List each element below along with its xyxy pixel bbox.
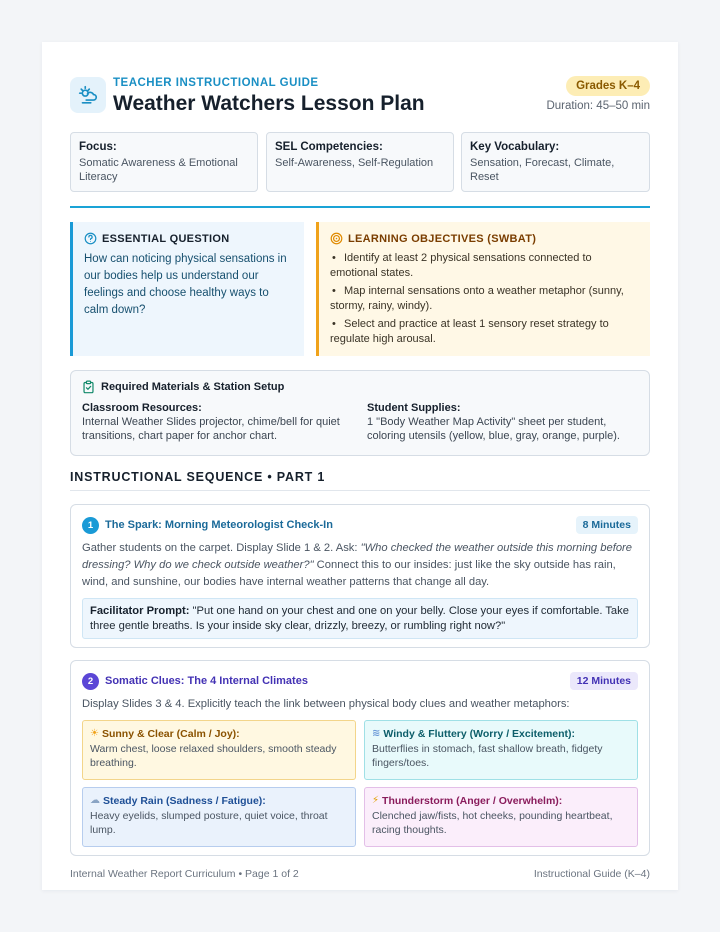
focus-value: Somatic Awareness & Emotional Literacy xyxy=(79,157,238,183)
clue-description: Warm chest, loose relaxed shoulders, smooth steady breathing. xyxy=(90,742,337,769)
materials-heading-text: Required Materials & Station Setup xyxy=(101,381,285,393)
climate-clue-grid xyxy=(82,720,638,848)
objectives-list xyxy=(330,251,638,347)
step-1-quote: "Who checked the weather outside this morning before dressing? Why do we check outside weather?" xyxy=(82,542,632,571)
info-row xyxy=(70,132,650,192)
student-supplies xyxy=(367,401,641,443)
objective-text: Map internal sensations onto a weather metaphor (sunny, stormy, rainy, windy). xyxy=(330,285,624,312)
step-1-header xyxy=(82,515,638,535)
sel-label: SEL Competencies: xyxy=(275,141,383,153)
vocab-card xyxy=(461,132,650,192)
footer-left: Internal Weather Report Curriculum • Page 1 of 2 xyxy=(70,868,299,880)
step-2-minutes-badge: 12 Minutes xyxy=(570,672,638,690)
list-item: • Identify at least 2 physical sensations connected to emotional states. xyxy=(330,252,592,279)
step-1-title: The Spark: Morning Meteorologist Check-In xyxy=(105,519,333,531)
clue-sunny xyxy=(82,720,356,780)
step-1-text-a: Gather students on the carpet. Display Slide 1 & 2. Ask: xyxy=(82,542,361,554)
focus-label: Focus: xyxy=(79,141,117,153)
page-footer xyxy=(70,868,650,880)
materials-heading xyxy=(82,380,638,394)
clue-description: Heavy eyelids, slumped posture, quiet voice, throat lump. xyxy=(90,809,328,836)
focus-card xyxy=(70,132,258,192)
student-value: 1 "Body Weather Map Activity" sheet per student, coloring utensils (yellow, blue, gray, orange, purple). xyxy=(367,416,620,442)
clue-thunderstorm xyxy=(364,787,638,847)
essential-question-box xyxy=(70,222,304,356)
prompt-text: "Put one hand on your chest and one on your belly. Close your eyes if comfortable. Take three gentle breaths. Is your inside sky clear, drizzly, breezy, or rumbling right now?" xyxy=(90,605,629,632)
page-header xyxy=(70,76,650,126)
clipboard-check-icon xyxy=(82,380,95,394)
duration-label: Duration: 45–50 min xyxy=(546,100,650,112)
grade-badge: Grades K–4 xyxy=(566,76,650,96)
clue-heading: Steady Rain (Sadness / Fatigue): xyxy=(103,795,266,807)
list-item: • Select and practice at least 1 sensory reset strategy to regulate high arousal. xyxy=(330,318,609,345)
clue-windy xyxy=(364,720,638,780)
clue-heading: Sunny & Clear (Calm / Joy): xyxy=(101,728,240,740)
divider xyxy=(70,206,650,208)
objective-text: Identify at least 2 physical sensations connected to emotional states. xyxy=(330,252,592,279)
clue-heading: Windy & Fluttery (Worry / Excitement): xyxy=(383,728,576,740)
wind-icon: ≋ xyxy=(372,728,381,739)
step-2-header xyxy=(82,671,638,691)
step-1-card xyxy=(70,504,650,648)
step-number: 2 xyxy=(82,673,99,690)
essential-question-heading xyxy=(84,232,292,245)
page-title: Weather Watchers Lesson Plan xyxy=(113,92,425,115)
clue-heading: Thunderstorm (Anger / Overwhelm): xyxy=(382,795,563,807)
student-label: Student Supplies: xyxy=(367,402,461,414)
sun-cloud-icon xyxy=(70,77,106,113)
section-divider xyxy=(70,490,650,491)
page-content xyxy=(70,76,650,836)
clue-description: Clenched jaw/fists, hot cheeks, pounding heartbeat, racing thoughts. xyxy=(372,809,613,836)
sun-icon: ☀ xyxy=(90,728,99,739)
objectives-box xyxy=(316,222,650,356)
vocab-value: Sensation, Forecast, Climate, Reset xyxy=(470,157,615,183)
clue-rain xyxy=(82,787,356,847)
classroom-value: Internal Weather Slides projector, chime/bell for quiet transitions, chart paper for anchor chart. xyxy=(82,416,340,442)
step-1-minutes-badge: 8 Minutes xyxy=(576,516,638,534)
sel-value: Self-Awareness, Self-Regulation xyxy=(275,157,434,169)
clue-description: Butterflies in stomach, fast shallow breath, fidgety fingers/toes. xyxy=(372,742,603,769)
objectives-heading xyxy=(330,232,638,245)
section-title: INSTRUCTIONAL SEQUENCE • PART 1 xyxy=(70,470,326,484)
lightning-icon: ⚡ xyxy=(372,795,380,806)
classroom-label: Classroom Resources: xyxy=(82,402,202,414)
rain-cloud-icon: ☁ xyxy=(90,795,100,806)
step-2-text: Display Slides 3 & 4. Explicitly teach the link between physical body clues and weather metaphors: xyxy=(82,698,570,710)
step-number: 1 xyxy=(82,517,99,534)
step-2-title: Somatic Clues: The 4 Internal Climates xyxy=(105,675,308,687)
guide-kicker: TEACHER INSTRUCTIONAL GUIDE xyxy=(113,77,319,89)
essential-question-text: How can noticing physical sensations in our bodies help us understand our feelings and choose healthy ways to calm down? xyxy=(84,253,287,316)
step-2-card xyxy=(70,660,650,856)
facilitator-prompt xyxy=(82,598,638,639)
objectives-heading-text: LEARNING OBJECTIVES (SWBAT) xyxy=(348,232,537,245)
prompt-label: Facilitator Prompt: xyxy=(90,605,190,617)
step-1-text-b: Connect this to our insides: just like the sky outside has rain, wind, and sunshine, our bodies have internal weather patterns that change all day. xyxy=(82,559,616,588)
essential-question-heading-text: ESSENTIAL QUESTION xyxy=(102,232,230,245)
target-icon xyxy=(330,232,343,245)
sel-card xyxy=(266,132,454,192)
vocab-label: Key Vocabulary: xyxy=(470,141,560,153)
step-1-text xyxy=(82,540,638,591)
objective-text: Select and practice at least 1 sensory reset strategy to regulate high arousal. xyxy=(330,318,609,345)
question-circle-icon xyxy=(84,232,97,245)
materials-box xyxy=(70,370,650,456)
lesson-plan-page xyxy=(42,42,678,890)
classroom-resources xyxy=(82,401,354,443)
footer-right: Instructional Guide (K–4) xyxy=(533,868,650,880)
list-item: • Map internal sensations onto a weather metaphor (sunny, stormy, rainy, windy). xyxy=(330,285,624,312)
